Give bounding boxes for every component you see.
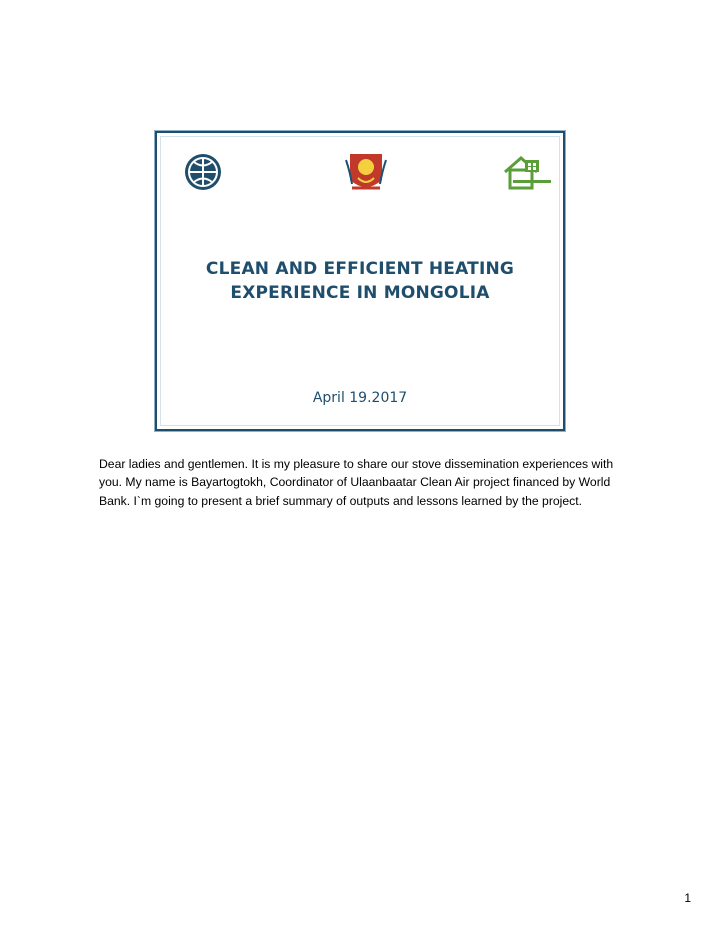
slide-inner-frame <box>160 136 560 426</box>
house-logo <box>501 154 555 192</box>
slide-title-line-1: CLEAN AND EFFICIENT HEATING <box>205 259 515 279</box>
ulaanbaatar-emblem-logo <box>344 150 388 196</box>
speaker-notes: Dear ladies and gentlemen. It is my pleasure to share our stove dissemination experiences with you. My name is Bayartogtokh, Coordinator of Ulaanbaatar Clean Air project financed by World Bank. I`m going to present a brief summary of outputs and lessons learned by the project. <box>99 457 614 508</box>
page-number: 1 <box>684 891 691 905</box>
world-bank-logo <box>183 152 223 192</box>
slide-title-line-2: EXPERIENCE IN MONGOLIA <box>230 283 490 303</box>
slide-thumbnail <box>155 131 565 431</box>
slide-date: April 19.2017 <box>312 390 408 406</box>
slide-title <box>161 257 559 305</box>
